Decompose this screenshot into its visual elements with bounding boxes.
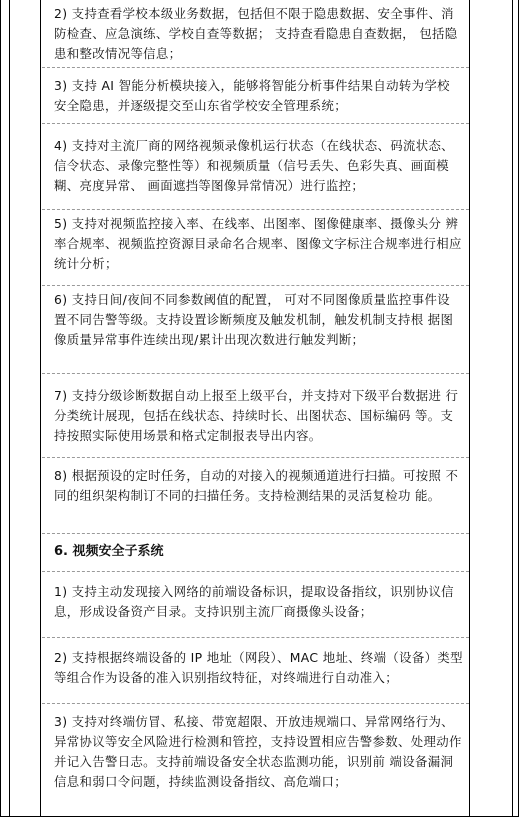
list-item: [42, 582, 469, 638]
list-item: [42, 214, 469, 286]
right-column: [469, 0, 513, 816]
list-item: [42, 76, 469, 124]
left-column: [9, 0, 41, 816]
section-title: 6. 视频安全子系统: [54, 544, 164, 559]
paragraph-item-5: 5) 支持对视频监控接入率、在线率、出图率、图像健康率、摄像头分 辨率合规率、视频监控资源目录命名合规率、图像文字标注合规率进行相应统计分析；: [54, 216, 462, 271]
paragraph-item-s3: 3) 支持对终端仿冒、私接、带宽超限、开放违规端口、异常网络行为、异常协议等安全风险进行检测和管控，支持设置相应告警参数、处理动作并记入告警日志。支持前端设备安全状态监测功能，识别前 端设备漏洞信息和弱口令问题，持续监测设备指纹、高危端口；: [54, 714, 462, 789]
section-header: [42, 538, 469, 572]
list-item: [42, 4, 469, 68]
list-item: [42, 648, 469, 704]
paragraph-item-4: 4) 支持对主流厂商的网络视频录像机运行状态（在线状态、码流状态、 信令状态、录像完整性等）和视频质量（信号丢失、色彩失真、画面模糊、亮度异常、 画面遮挡等图像异常情况）进行监控；: [54, 138, 454, 193]
list-item: [42, 290, 469, 374]
list-item: [42, 712, 469, 816]
paragraph-item-7: 7) 支持分级诊断数据自动上报至上级平台，并支持对下级平台数据进 行分类统计展现，包括在线状态、持续时长、出图状态、国标编码 等。支持按照实际使用场景和格式定制报表导出内容。: [54, 388, 459, 443]
list-item: [42, 136, 469, 210]
paragraph-item-8: 8) 根据预设的定时任务，自动的对接入的视频通道进行扫描。可按照 不同的组织架构制订不同的扫描任务。支持检测结果的灵活复检功 能。: [54, 468, 459, 503]
paragraph-item-2: 2) 支持查看学校本级业务数据，包括但不限于隐患数据、安全事件、消防检查、应急演练、学校自查等数据； 支持查看隐患自查数据， 包括隐患和整改情况等信息；: [54, 6, 458, 61]
list-item: [42, 386, 469, 458]
paragraph-item-s1: 1) 支持主动发现接入网络的前端设备标识，提取设备指纹，识别协议信息，形成设备资产目录。支持识别主流厂商摄像头设备；: [54, 584, 454, 619]
list-item: [42, 466, 469, 534]
paragraph-item-3: 3) 支持 AI 智能分析模块接入，能够将智能分析事件结果自动转为学校 安全隐患，并逐级提交至山东省学校安全管理系统；: [54, 78, 450, 113]
paragraph-item-s2: 2) 支持根据终端设备的 IP 地址（网段）、MAC 地址、终端（设备）类型 等组合作为设备的准入识别指纹特征，对终端进行自动准入；: [54, 650, 463, 685]
paragraph-item-6: 6) 支持日间/夜间不同参数阈值的配置， 可对不同图像质量监控事件设 置不同告警等级。支持设置诊断频度及触发机制，触发机制支持根 据图像质量异常事件连续出现/累计出现次数进行触发判断；: [54, 292, 454, 347]
